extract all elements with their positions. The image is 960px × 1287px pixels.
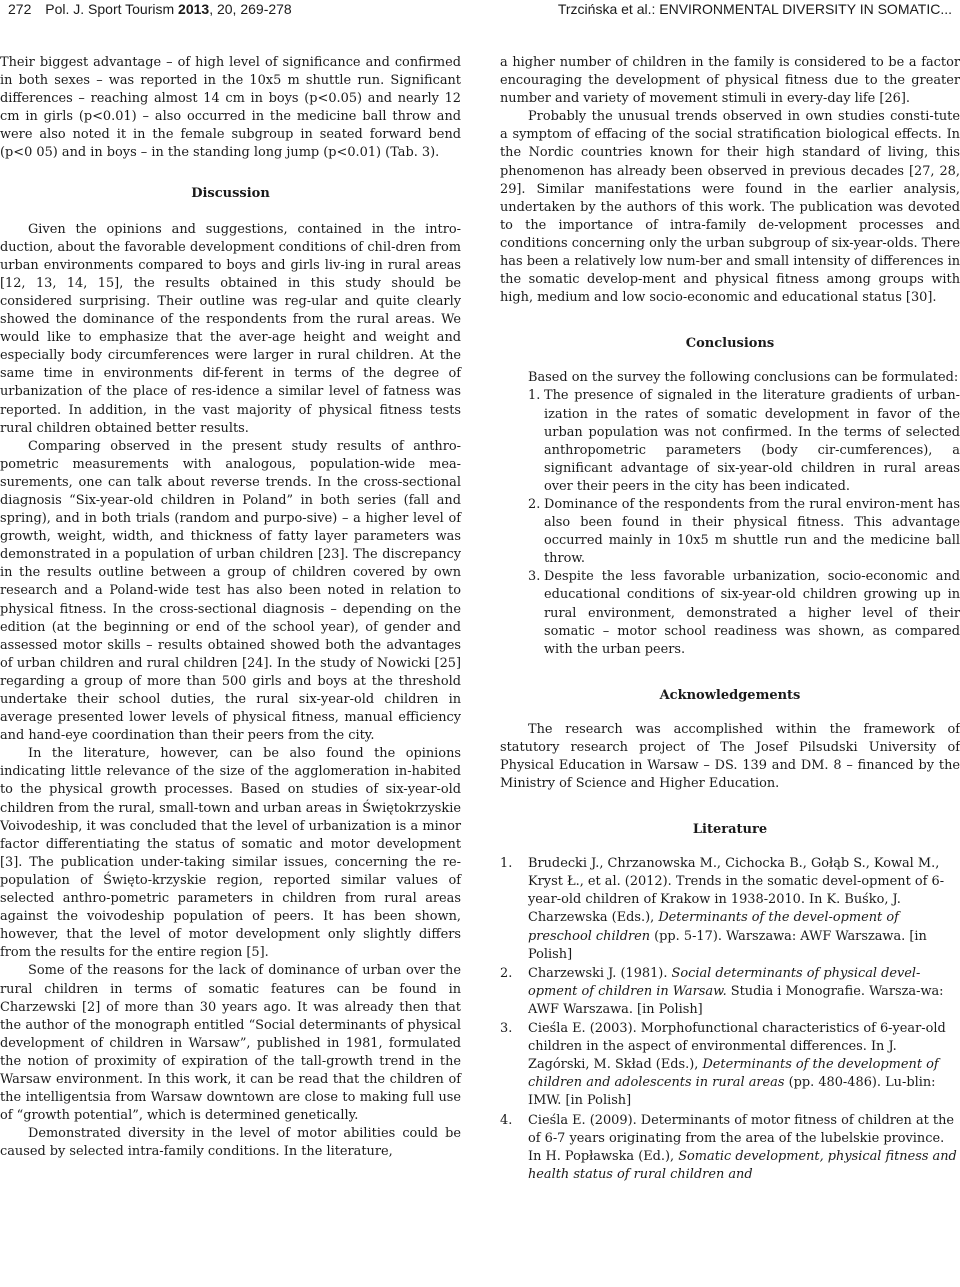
conclusion-text: Dominance of the respondents from the rural environ-ment has also been found in their physical fitness. This advantage occurred mainly in 10x5 m shuttle run and the medicine ball throw. — [544, 496, 960, 567]
reference-item — [500, 965, 960, 1019]
reference-item — [500, 1020, 960, 1110]
conclusion-item — [528, 496, 960, 568]
reference-title: Determinants of the devel-opment of preschool children — [528, 910, 899, 944]
conclusion-number: 1. — [528, 388, 541, 404]
paragraph: Some of the reasons for the lack of dominance of urban over the rural children in terms of somatic features can be found in Charzewski [2] of more than 30 years ago. It was already then that the author of the monograph entitled “Social determinants of physical development of children in Warsaw”, published in 1981, formulated the notion of proximity of expiration of the tall-growth trend in the Warsaw environment. In this work, it can be read that the children of the intelligentsia from Warsaw downtown are close to making full use of “growth potential”, which is determined genetically. — [0, 963, 461, 1124]
reference-number: 2. — [500, 965, 513, 981]
reference-text: Cieśla E. (2003). Morphofunctional characteristics of 6-year-old children in the aspect of environmental differences. In J. Zagórski, M. Skład (Eds.), — [528, 1021, 946, 1073]
running-header — [0, 0, 960, 20]
reference-text: (pp. 480-486). Lu-blin: IMW. [in Polish] — [528, 1075, 936, 1109]
conclusions-list — [528, 387, 960, 658]
header-left — [8, 0, 292, 18]
reference-list — [500, 855, 960, 1184]
reference-item — [500, 855, 960, 964]
reference-text: (pp. 5-17). Warszawa: AWF Warszawa. [in Polish] — [528, 928, 927, 962]
paragraph: Comparing observed in the present study results of anthro-pometric measurements with analogous, population-wide mea-surements, one can talk about reverse trends. In the cross-sectional diagnosis “Six-year-old children in Poland” in both series (fall and spring), and in both trials (random and purpo-sive) – a higher level of growth, weight, width, and thickness of fatty layer parameters was demonstrated in a population of urban children [23]. The discrepancy in the results outline between a group of children covered by own research and a Poland-wide test has also been noted in relation to physical fitness. In the cross-sectional diagnosis – depending on the edition (at the beginning or end of the school year), of gender and assessed motor skills – results obtained showed both the advantages of urban children and rural children [24]. In the study of Nowicki [25] regarding a group of more than 500 girls and boys at the threshold undertake their school duties, the rural six-year-old children in average presented lower levels of physical fitness, manual efficiency and hand-eye coordination than their peers from the city. — [0, 438, 461, 744]
reference-title: Somatic development, physical fitness and health status of rural children and — [528, 1148, 957, 1182]
conclusion-number: 2. — [528, 496, 541, 512]
left-column — [0, 54, 461, 1161]
paragraph: a higher number of children in the family is considered to be a factor encouraging the development of physical fitness due to the greater number and variety of movement stimuli in every-day life [26]. — [500, 55, 960, 107]
paragraph: Their biggest advantage – of high level of significance and confirmed in both sexes – was reported in the 10x5 m shuttle run. Significant differences – reaching almost 14 cm in boys (p<0.05) and nearly 12 cm in girls (p<0.01) – also occurred in the medicine ball throw and were also noted it in the female subgroup in seated forward bend (p<0 05) and in boys – in the standing long jump (p<0.01) (Tab. 3). — [0, 55, 461, 161]
conclusion-text: Despite the less favorable urbanization, socio-economic and educational conditions of six-year-old children growing up in rural environment, demonstrated a higher level of their somatic – motor school readiness was shown, as compared with the urban peers. — [544, 569, 960, 657]
paragraph: Probably the unusual trends observed in own studies consti-tute a symptom of effacing of the social stratification biological effects. In the Nordic countries known for their high standard of living, this phenomenon has already been observed in previous decades [27, 28, 29]. Similar manifestations were found in the earlier analysis, undertaken by the authors of this work. The publication was devoted to the importance of intra-family de-velopment processes and conditions concerning only the urban subgroup of six-year-olds. There has been a relatively low num-ber and small intensity of differences in the somatic develop-ment and physical fitness among groups with high, medium and low socio-economic and educational status [30]. — [500, 109, 960, 306]
paragraph: Demonstrated diversity in the level of motor abilities could be caused by selected intra-family conditions. In the literature, — [0, 1126, 461, 1160]
journal-issue: , 20, 269-278 — [209, 1, 292, 17]
reference-title: Determinants of the development of children and adolescents in rural areas — [528, 1057, 939, 1091]
reference-text: Brudecki J., Chrzanowska M., Cichocka B., Gołąb S., Kowal M., Kryst Ł., et al. (2012). Trends in the somatic devel-opment of 6-year-old children of Krakow in 1938-2010. In K. Buśko, J. Charzewska (Eds.), — [528, 856, 945, 926]
journal-name: Pol. J. Sport Tourism — [45, 1, 175, 17]
journal-year: 2013 — [178, 1, 210, 17]
reference-item — [500, 1112, 960, 1184]
paragraph: In the literature, however, can be also found the opinions indicating little relevance of the size of the agglomeration in-habited to the physical growth processes. Based on studies of six-year-old children from the rural, small-town and urban areas in Świętokrzyskie Voivodeship, it was concluded that the level of urbanization is a minor factor differentiating the status of somatic and motor development [3]. The publication under-taking similar issues, concerning the re-population of Święto-krzyskie region, reported similar values of selected anthro-pometric parameters in children from rural areas against the voivodeship population of peers. It has been shown, however, that the level of motor development only slightly differs from the results for the entire region [5]. — [0, 746, 461, 961]
acknowledgements-text: The research was accomplished within the framework of statutory research project of The Josef Pilsudski University of Physical Education in Warsaw – DS. 139 and DM. 8 – financed by the Ministry of Science and Higher Education. — [500, 721, 960, 792]
reference-text: Cieśla E. (2009). Determinants of motor fitness of children at the of 6-7 years originating from the area of the lubelskie province. In H. Popławska (Ed.), — [528, 1112, 955, 1164]
page-number: 272 — [8, 1, 32, 17]
right-column — [500, 54, 960, 1185]
reference-text: Studia i Monografie. Warsza-wa: AWF Warszawa. [in Polish] — [528, 983, 944, 1017]
reference-text: Charzewski J. (1981). — [528, 965, 672, 981]
section-heading-discussion: Discussion — [191, 185, 270, 201]
reference-number: 3. — [500, 1021, 513, 1037]
reference-number: 4. — [500, 1112, 513, 1128]
running-title: Trzcińska et al.: ENVIRONMENTAL DIVERSITY IN SOMATIC... — [557, 1, 952, 17]
section-heading-literature: Literature — [692, 822, 768, 838]
conclusion-number: 3. — [528, 569, 541, 585]
conclusion-item — [528, 568, 960, 658]
conclusions-intro: Based on the survey the following conclusions can be formulated: — [528, 370, 959, 386]
paragraph: Given the opinions and suggestions, contained in the intro-duction, about the favorable development conditions of chil-dren from urban environments compared to boys and girls liv-ing in rural areas [12, 13, 14, 15], the results obtained in this study should be considered surprising. Their outline was reg-ular and quite clearly showed the dominance of the respondents from the rural areas. We would like to emphasize that the aver-age height and weight and especially body circumferences were larger in rural children. At the same time in environments dif-ferent in terms of the degree of urbanization of the place of res-idence a similar level of fatness was reported. In addition, in the vast majority of physical fitness tests rural children obtained better results. — [0, 221, 461, 436]
conclusion-text: The presence of signaled in the literature gradients of urban-ization in the rates of somatic development in favor of the urban population was not confirmed. In the terms of selected anthropometric parameters (body cir-cumferences), a significant advantage of six-year-old children in rural areas over their peers in the city has been indicated. — [544, 388, 960, 494]
conclusion-item — [528, 387, 960, 496]
reference-title: Social determinants of physical devel-opment of children in Warsaw. — [528, 965, 921, 999]
section-heading-conclusions: Conclusions — [685, 336, 775, 352]
reference-number: 1. — [500, 856, 513, 872]
section-heading-acknowledgements: Acknowledgements — [659, 687, 801, 703]
